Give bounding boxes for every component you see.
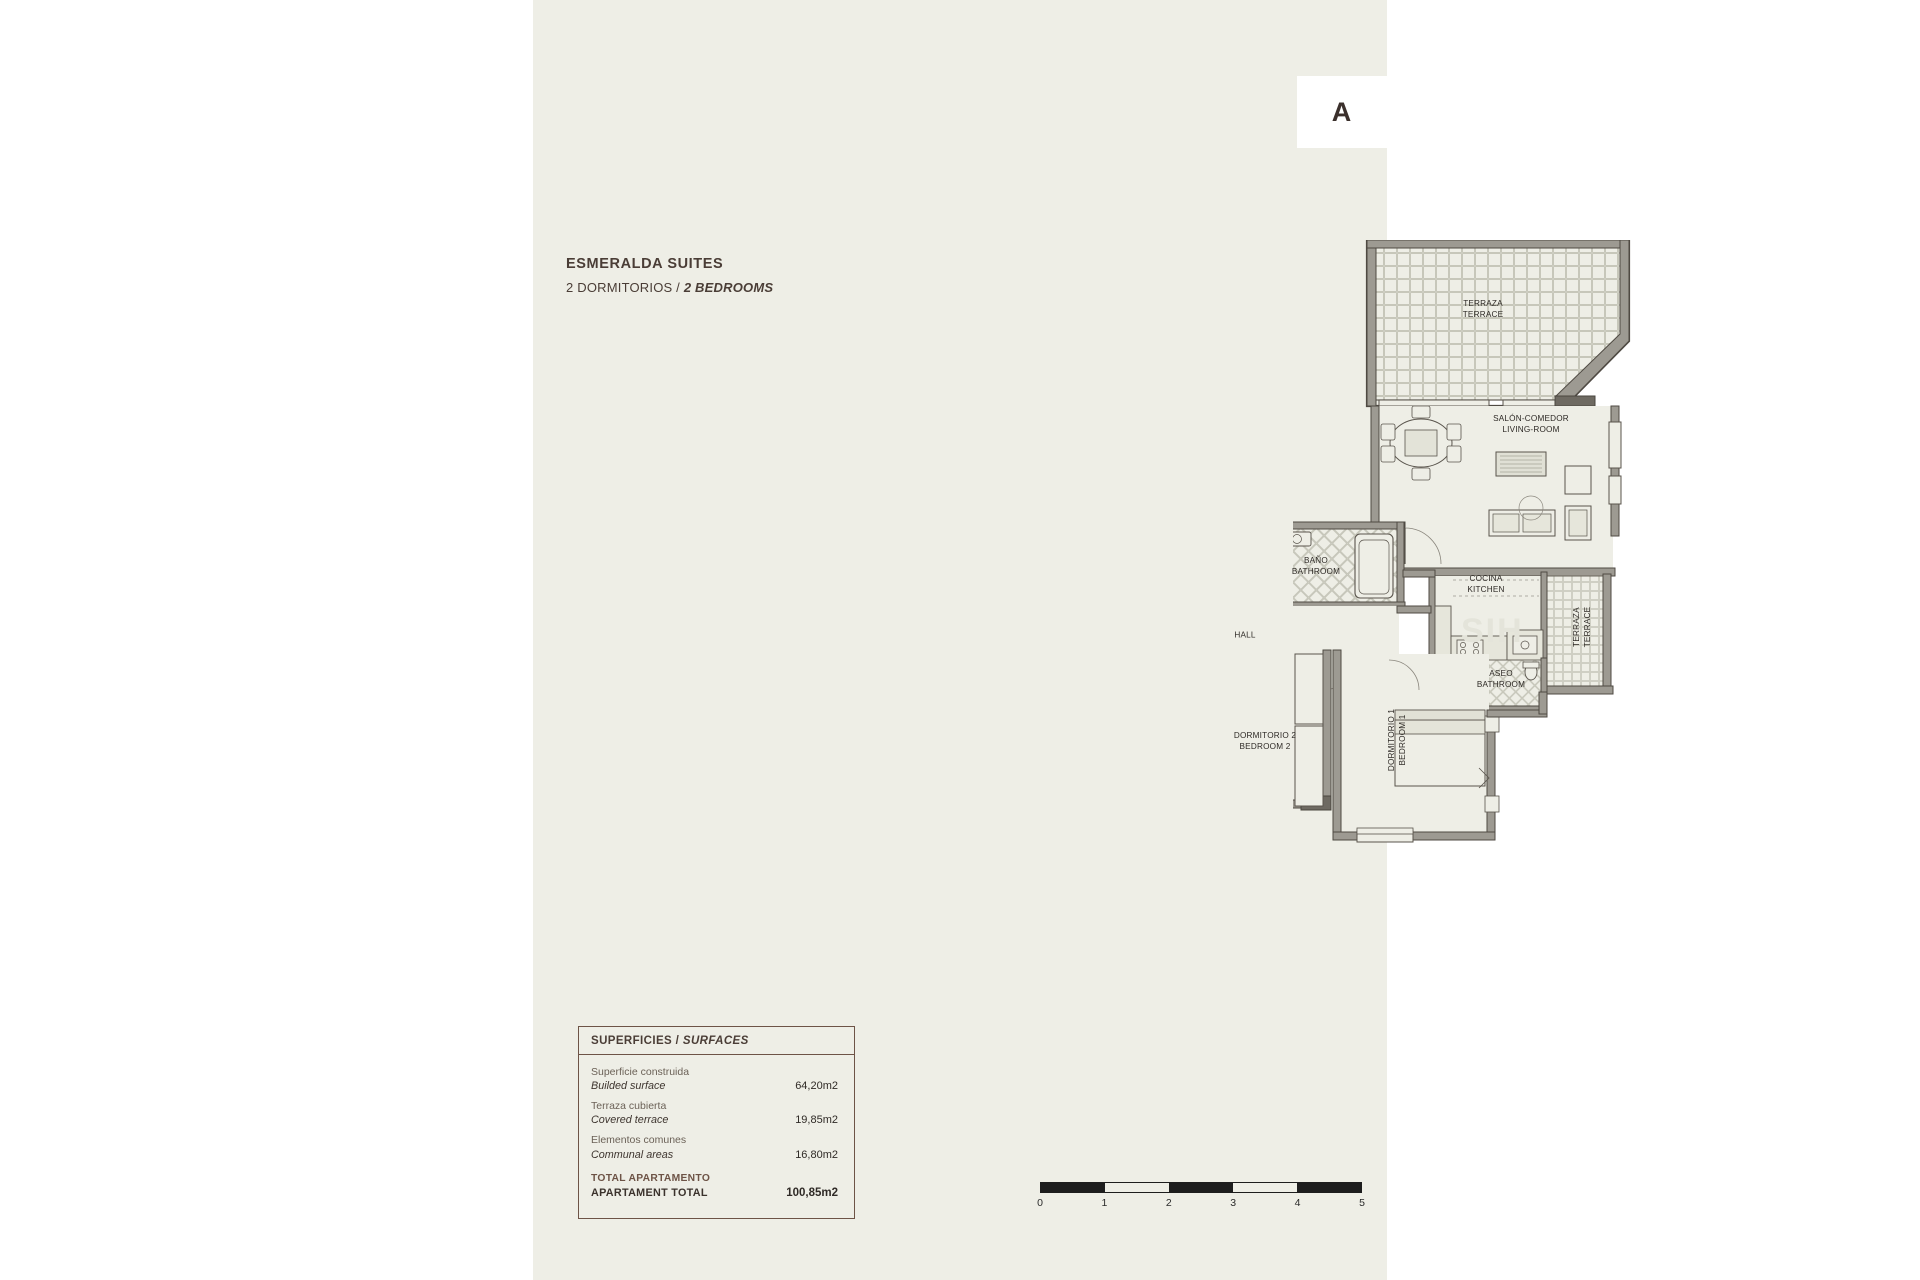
scale-bar — [1037, 1182, 1365, 1215]
surfaces-row-value: 64,20m2 — [795, 1080, 838, 1093]
surfaces-total-value: 100,85m2 — [786, 1186, 838, 1199]
surfaces-row-value: 19,85m2 — [795, 1114, 838, 1127]
room-label-bedroom-1: DORMITORIO 1 BEDROOM 1 — [1387, 708, 1407, 772]
surfaces-header-es: SUPERFICIES / — [591, 1035, 683, 1047]
living-room-shape — [1371, 406, 1621, 576]
scale-tick-labels — [1037, 1197, 1365, 1215]
scale-segment — [1169, 1183, 1233, 1192]
floorplan-svg — [1293, 240, 1893, 1020]
project-title: ESMERALDA SUITES — [566, 256, 724, 272]
surfaces-total-row — [591, 1172, 842, 1199]
surfaces-row-label-en: Covered terrace — [591, 1114, 669, 1127]
floorplan-drawing — [1233, 240, 1893, 1020]
plan-subtitle-en: 2 BEDROOMS — [683, 280, 774, 295]
terrace-side-shape — [1537, 574, 1613, 694]
scale-tick: 5 — [1359, 1197, 1365, 1209]
surfaces-row — [591, 1065, 842, 1092]
scale-bar-segments — [1040, 1182, 1362, 1193]
scale-tick: 4 — [1294, 1197, 1301, 1209]
surfaces-row-label-en: Builded surface — [591, 1080, 666, 1093]
room-label-bedroom-2: DORMITORIO 2 BEDROOM 2 — [1233, 731, 1297, 751]
scale-segment — [1233, 1183, 1297, 1192]
surfaces-row-label-es: Terraza cubierta — [591, 1100, 667, 1113]
scale-tick: 2 — [1165, 1197, 1172, 1209]
plan-subtitle-es: 2 DORMITORIOS / — [566, 280, 684, 295]
room-label-kitchen: COCINA KITCHEN — [1467, 574, 1505, 594]
type-badge — [1297, 76, 1387, 148]
surfaces-row-label-es: Superficie construida — [591, 1066, 690, 1078]
room-label-bathroom-main: BAÑO BATHROOM — [1291, 556, 1341, 576]
surfaces-table — [578, 1026, 855, 1219]
room-label-living-room: SALÓN-COMEDOR LIVING-ROOM — [1493, 414, 1569, 434]
surfaces-body — [579, 1055, 854, 1218]
surfaces-header — [579, 1027, 854, 1055]
bedroom-1-shape — [1333, 650, 1499, 842]
scale-segment — [1297, 1183, 1361, 1192]
scale-tick: 0 — [1037, 1197, 1043, 1209]
scale-segment — [1041, 1183, 1105, 1192]
scale-tick: 1 — [1101, 1197, 1108, 1209]
bathroom-main-shape — [1293, 522, 1405, 612]
surfaces-total-label-en: APARTAMENT TOTAL — [591, 1186, 708, 1199]
bedroom-2-shape — [1293, 650, 1331, 812]
surfaces-row — [591, 1133, 842, 1160]
room-label-terrace-upper: TERRAZA TERRACE — [1462, 299, 1504, 319]
scale-tick: 3 — [1230, 1197, 1237, 1209]
room-label-toilet: ASEO BATHROOM — [1476, 669, 1526, 689]
room-label-hall: HALL — [1234, 630, 1256, 640]
surfaces-total-label-es: TOTAL APARTAMENTO — [591, 1172, 711, 1184]
scale-segment — [1105, 1183, 1169, 1192]
surfaces-row-label-es: Elementos comunes — [591, 1134, 687, 1147]
surfaces-row-label-en: Communal areas — [591, 1148, 674, 1161]
surfaces-row — [591, 1099, 842, 1126]
terrace-upper-shape — [1367, 240, 1629, 406]
surfaces-header-en: SURFACES — [682, 1035, 749, 1047]
watermark: SIH — [1461, 612, 1524, 650]
surfaces-row-value: 16,80m2 — [795, 1148, 838, 1161]
title-block — [566, 256, 986, 295]
type-badge-letter: A — [1331, 96, 1353, 127]
plan-subtitle — [566, 280, 986, 295]
room-label-terrace-side: TERRAZA TERRACE — [1572, 606, 1592, 648]
